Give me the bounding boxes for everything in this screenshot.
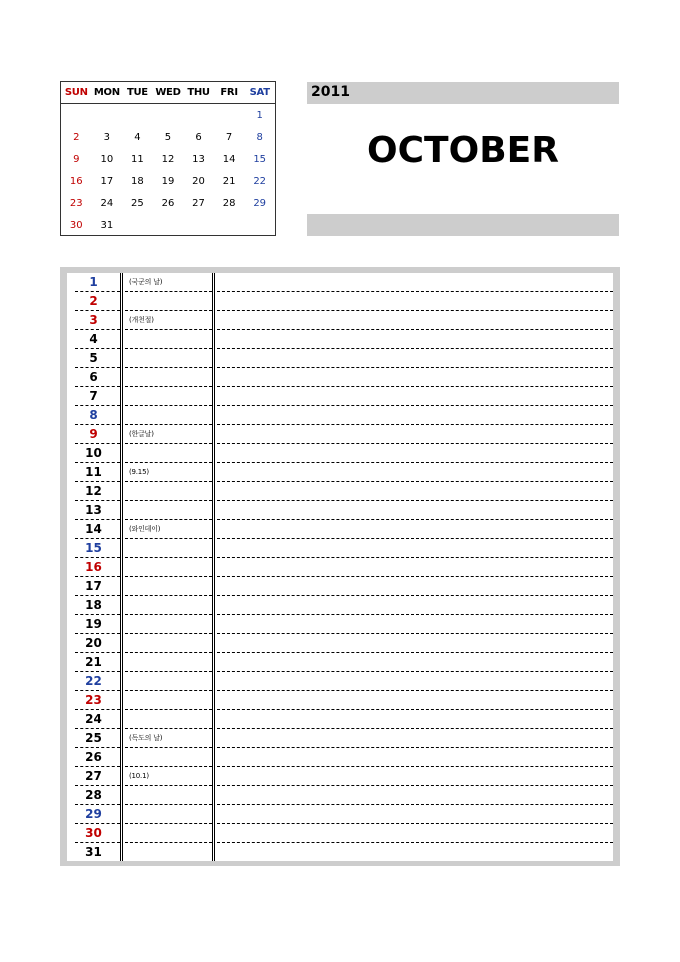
planner-day-number: 19 bbox=[85, 617, 102, 631]
planner-day-number: 28 bbox=[85, 788, 102, 802]
calendar-day-cell: 14 bbox=[222, 153, 236, 165]
planner-day-number: 26 bbox=[85, 750, 102, 764]
calendar-day-cell: 5 bbox=[164, 131, 172, 143]
weekday-header-wed: WED bbox=[153, 82, 184, 104]
planner-day-number: 4 bbox=[89, 332, 98, 346]
planner-day-note: (한글날) bbox=[129, 430, 154, 438]
planner-day-number: 12 bbox=[85, 484, 102, 498]
header-bottom-bar bbox=[307, 214, 619, 236]
calendar-day-cell: 1 bbox=[256, 109, 263, 121]
calendar-day-cell: 3 bbox=[103, 131, 111, 143]
planner-row bbox=[67, 805, 613, 824]
planner-day-note bbox=[129, 558, 209, 577]
planner-row bbox=[67, 786, 613, 805]
planner-day-note bbox=[129, 691, 209, 710]
planner-day-note bbox=[129, 330, 209, 349]
mini-calendar-table bbox=[61, 82, 275, 236]
planner-day-note bbox=[129, 615, 209, 634]
planner-day-note bbox=[129, 387, 209, 406]
calendar-day-cell: 9 bbox=[73, 153, 80, 165]
planner-day-number: 7 bbox=[89, 389, 98, 403]
calendar-day-cell: 21 bbox=[222, 175, 236, 187]
planner-day-note bbox=[129, 824, 209, 843]
planner-row bbox=[67, 615, 613, 634]
planner-day-note bbox=[129, 786, 209, 805]
planner-day-number: 14 bbox=[85, 522, 102, 536]
calendar-day-cell: 4 bbox=[134, 131, 141, 143]
planner-day-note bbox=[129, 368, 209, 387]
planner-day-number: 10 bbox=[85, 446, 102, 460]
planner-row bbox=[67, 273, 613, 292]
planner-day-note bbox=[129, 672, 209, 691]
calendar-day-cell: 11 bbox=[131, 153, 144, 165]
planner-day-number: 27 bbox=[85, 769, 102, 783]
planner-row bbox=[67, 691, 613, 710]
planner-row bbox=[67, 653, 613, 672]
calendar-week-row bbox=[61, 214, 275, 236]
planner-day-number: 3 bbox=[89, 313, 98, 327]
planner-day-number: 24 bbox=[85, 712, 102, 726]
planner-sheet bbox=[67, 273, 613, 861]
planner-day-number: 20 bbox=[85, 636, 102, 650]
weekday-header-thu: THU bbox=[183, 82, 214, 104]
calendar-day-cell: 19 bbox=[161, 175, 175, 187]
calendar-day-cell: 12 bbox=[161, 153, 175, 165]
planner-day-number: 29 bbox=[85, 807, 102, 821]
planner-day-note bbox=[129, 444, 209, 463]
calendar-day-cell: 30 bbox=[69, 219, 83, 231]
calendar-day-cell: 25 bbox=[131, 197, 144, 209]
planner-day-note: (독도의 날) bbox=[129, 734, 163, 742]
planner-row bbox=[67, 368, 613, 387]
calendar-day-cell: 22 bbox=[253, 175, 267, 187]
planner-row bbox=[67, 292, 613, 311]
planner-day-note: (10.1) bbox=[129, 772, 149, 780]
calendar-day-cell: 28 bbox=[222, 197, 236, 209]
calendar-day-cell: 2 bbox=[73, 131, 80, 143]
planner-day-note bbox=[129, 710, 209, 729]
planner-day-note bbox=[129, 843, 209, 862]
planner-row bbox=[67, 482, 613, 501]
calendar-day-cell bbox=[244, 214, 275, 236]
calendar-day-cell: 10 bbox=[100, 153, 114, 165]
planner-row bbox=[67, 425, 613, 444]
calendar-day-cell: 13 bbox=[192, 153, 205, 165]
planner-day-number: 21 bbox=[85, 655, 102, 669]
planner-day-note bbox=[129, 577, 209, 596]
calendar-week-row bbox=[61, 126, 275, 148]
planner-day-number: 8 bbox=[89, 408, 98, 422]
planner-day-number: 30 bbox=[85, 826, 102, 840]
calendar-week-row bbox=[61, 192, 275, 214]
planner-day-number: 16 bbox=[85, 560, 102, 574]
month-title: OCTOBER bbox=[367, 130, 559, 171]
weekday-header-mon: MON bbox=[92, 82, 123, 104]
planner-row bbox=[67, 406, 613, 425]
calendar-day-cell bbox=[214, 214, 245, 236]
planner-row bbox=[67, 444, 613, 463]
planner-day-number: 23 bbox=[85, 693, 102, 707]
calendar-day-cell: 8 bbox=[256, 131, 263, 143]
calendar-week-row bbox=[61, 148, 275, 170]
calendar-day-cell: 15 bbox=[253, 153, 267, 165]
year-label: 2011 bbox=[311, 84, 350, 100]
planner-day-number: 22 bbox=[85, 674, 102, 688]
calendar-day-cell bbox=[153, 214, 184, 236]
weekday-header-tue: TUE bbox=[122, 82, 153, 104]
planner-row bbox=[67, 748, 613, 767]
calendar-day-cell bbox=[92, 104, 123, 127]
calendar-day-cell: 6 bbox=[195, 131, 202, 143]
planner-day-note bbox=[129, 406, 209, 425]
planner-row bbox=[67, 520, 613, 539]
planner-day-note bbox=[129, 805, 209, 824]
planner-day-note bbox=[129, 653, 209, 672]
calendar-day-cell bbox=[153, 104, 184, 127]
planner-row bbox=[67, 558, 613, 577]
planner-day-number: 25 bbox=[85, 731, 102, 745]
planner-day-number: 1 bbox=[89, 275, 98, 289]
planner-row bbox=[67, 710, 613, 729]
planner-day-number: 9 bbox=[89, 427, 98, 441]
planner-row bbox=[67, 463, 613, 482]
calendar-day-cell bbox=[122, 214, 153, 236]
calendar-day-cell: 29 bbox=[253, 197, 267, 209]
planner-row bbox=[67, 767, 613, 786]
planner-day-number: 5 bbox=[89, 351, 98, 365]
planner-day-note: (9.15) bbox=[129, 468, 149, 476]
calendar-day-cell: 27 bbox=[192, 197, 205, 209]
planner-day-note: (와인데이) bbox=[129, 525, 161, 533]
planner-day-number: 15 bbox=[85, 541, 102, 555]
calendar-day-cell: 7 bbox=[225, 131, 233, 143]
calendar-day-cell bbox=[122, 104, 153, 127]
mini-calendar-body bbox=[61, 104, 275, 237]
planner-day-number: 31 bbox=[85, 845, 102, 859]
weekday-header-row bbox=[61, 82, 275, 104]
planner-day-number: 2 bbox=[89, 294, 98, 308]
planner-day-number: 13 bbox=[85, 503, 102, 517]
calendar-day-cell: 20 bbox=[192, 175, 205, 187]
mini-calendar bbox=[60, 81, 276, 236]
calendar-day-cell: 31 bbox=[100, 219, 114, 231]
planner-day-note bbox=[129, 292, 209, 311]
planner-day-number: 11 bbox=[85, 465, 102, 479]
planner-row bbox=[67, 843, 613, 862]
planner-row bbox=[67, 729, 613, 748]
planner-day-number: 17 bbox=[85, 579, 102, 593]
calendar-week-row bbox=[61, 170, 275, 192]
planner-day-note: (국군의 날) bbox=[129, 278, 163, 286]
calendar-day-cell: 24 bbox=[100, 197, 114, 209]
calendar-week-row bbox=[61, 104, 275, 127]
planner-day-note bbox=[129, 482, 209, 501]
planner-row bbox=[67, 501, 613, 520]
planner-row bbox=[67, 596, 613, 615]
planner-day-number: 6 bbox=[89, 370, 98, 384]
planner-row bbox=[67, 539, 613, 558]
daily-planner bbox=[60, 267, 620, 866]
planner-row bbox=[67, 387, 613, 406]
planner-day-note: (개천절) bbox=[129, 316, 154, 324]
weekday-header-sun: SUN bbox=[61, 82, 92, 104]
calendar-day-cell bbox=[61, 104, 92, 127]
planner-row bbox=[67, 672, 613, 691]
year-bar bbox=[307, 82, 619, 104]
calendar-day-cell: 26 bbox=[161, 197, 175, 209]
planner-day-note bbox=[129, 349, 209, 368]
weekday-header-fri: FRI bbox=[214, 82, 245, 104]
planner-day-note bbox=[129, 634, 209, 653]
planner-row bbox=[67, 634, 613, 653]
planner-day-note bbox=[129, 501, 209, 520]
calendar-day-cell: 17 bbox=[100, 175, 114, 187]
planner-row bbox=[67, 330, 613, 349]
planner-row bbox=[67, 349, 613, 368]
calendar-day-cell bbox=[214, 104, 245, 127]
planner-day-note bbox=[129, 539, 209, 558]
calendar-day-cell: 16 bbox=[69, 175, 83, 187]
planner-row bbox=[67, 311, 613, 330]
weekday-header-sat: SAT bbox=[244, 82, 275, 104]
calendar-day-cell: 18 bbox=[131, 175, 144, 187]
calendar-day-cell bbox=[183, 214, 214, 236]
planner-row bbox=[67, 577, 613, 596]
calendar-day-cell: 23 bbox=[69, 197, 83, 209]
calendar-day-cell bbox=[183, 104, 214, 127]
planner-day-note bbox=[129, 748, 209, 767]
planner-day-note bbox=[129, 596, 209, 615]
planner-day-number: 18 bbox=[85, 598, 102, 612]
planner-row bbox=[67, 824, 613, 843]
